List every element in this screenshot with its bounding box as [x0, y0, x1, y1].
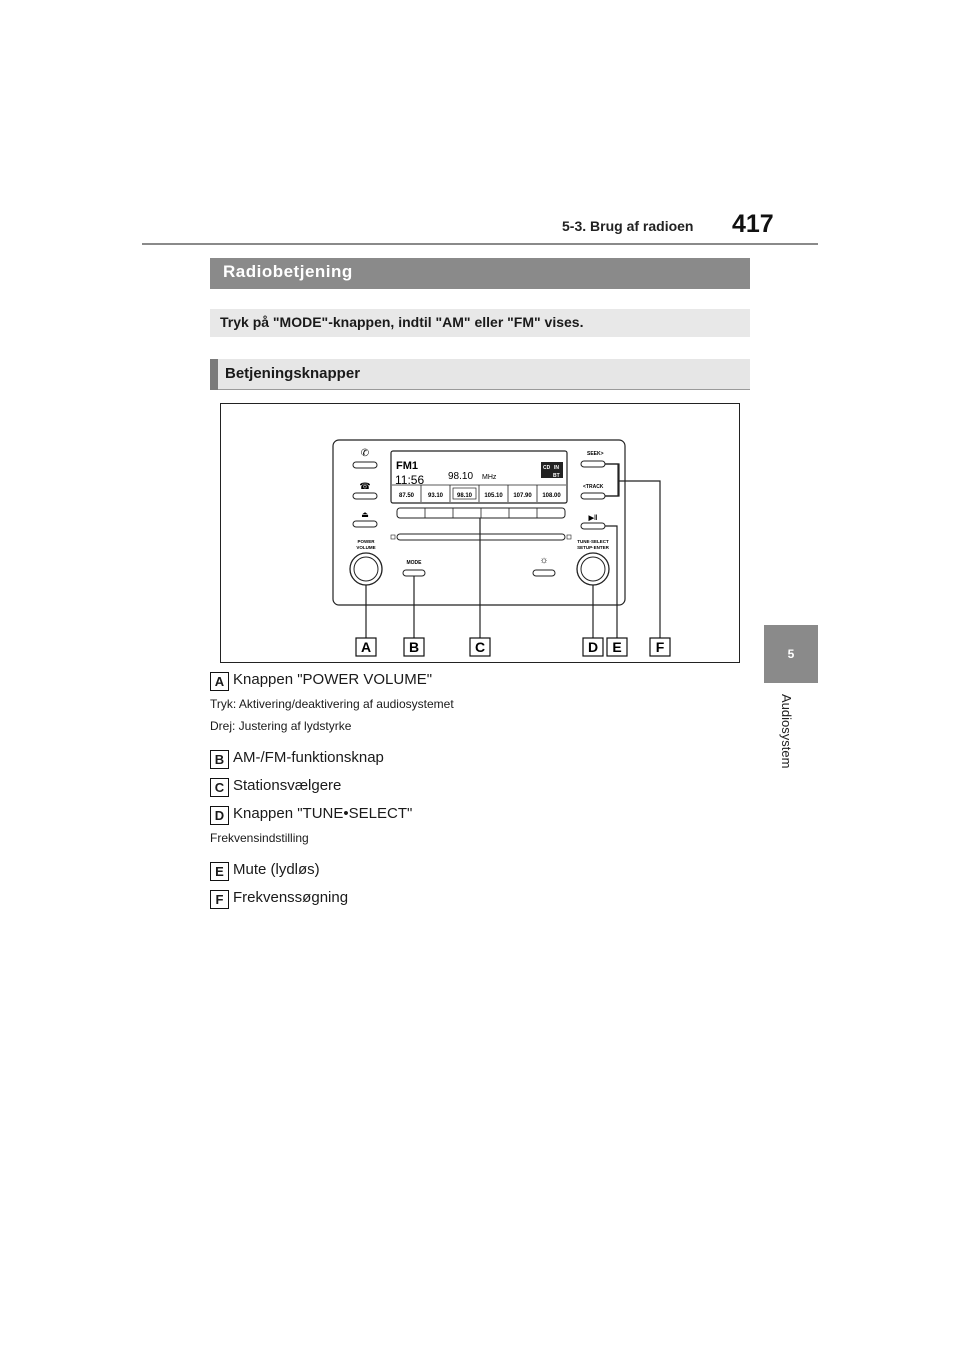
display-frequency: 98.10 — [448, 471, 474, 482]
cd-slot — [397, 534, 565, 540]
legend-text: Knappen "TUNE•SELECT" — [233, 805, 413, 822]
chapter-label: Audiosystem — [779, 694, 794, 769]
seek-button — [581, 461, 605, 467]
display-tag-cd: CD — [543, 465, 551, 471]
brightness-button — [533, 570, 555, 576]
legend-letter: D — [210, 806, 229, 825]
subheading-accent — [210, 359, 218, 390]
phone-button — [353, 462, 377, 468]
subheading-text: Betjeningsknapper — [225, 365, 361, 382]
tune-select-label-1: TUNE·SELECT — [577, 539, 609, 544]
subheading-bar — [210, 359, 750, 390]
page-title: Radiobetjening — [223, 262, 353, 281]
header-rule — [142, 243, 818, 245]
callout-letter-a: A — [360, 639, 372, 655]
legend-text: Frekvenssøgning — [233, 889, 349, 906]
power-volume-knob-inner — [354, 557, 378, 581]
title-bar — [210, 258, 750, 289]
legend-text: Knappen "POWER VOLUME" — [233, 671, 433, 688]
preset-cell-label: 105.10 — [484, 493, 503, 499]
legend-letter: A — [210, 672, 229, 691]
mode-label: MODE — [406, 560, 422, 566]
play-pause-button — [581, 523, 605, 529]
radio-illustration — [220, 403, 740, 663]
brightness-icon: ☼ — [539, 555, 549, 566]
preset-cell-label: 98.10 — [456, 493, 473, 499]
display-band: FM1 — [396, 460, 418, 472]
hangup-icon: ☎ — [359, 481, 371, 491]
preset-cell-label: 93.10 — [427, 493, 444, 499]
display-unit: MHz — [482, 474, 497, 481]
legend-text: Mute (lydløs) — [233, 861, 320, 878]
display-tag-bt: BT — [553, 473, 560, 479]
callout-letter-d: D — [587, 639, 599, 655]
legend-detail: Frekvensindstilling — [210, 831, 309, 845]
legend-letter: E — [210, 862, 229, 881]
preset-cell-label: 87.50 — [398, 493, 415, 499]
legend-letter: F — [210, 890, 229, 909]
preset-cell-label: 107.90 — [513, 493, 532, 499]
hangup-button — [353, 493, 377, 499]
legend-letter: C — [210, 778, 229, 797]
power-volume-label-2: VOLUME — [356, 545, 376, 550]
instruction-text: Tryk på "MODE"-knappen, indtil "AM" eller "FM" vises. — [220, 314, 584, 330]
track-button — [581, 493, 605, 499]
seek-label: SEEK> — [587, 451, 604, 457]
display-clock: 11:56 — [395, 473, 425, 487]
callout-letter-f: F — [655, 639, 665, 655]
mode-button — [403, 570, 425, 576]
eject-button — [353, 521, 377, 527]
legend-detail: Drej: Justering af lydstyrke — [210, 719, 352, 733]
tune-select-knob-inner — [581, 557, 605, 581]
legend-text: AM-/FM-funktionsknap — [233, 749, 384, 766]
legend-text: Stationsvælgere — [233, 777, 342, 794]
eject-icon: ⏏ — [361, 510, 369, 519]
instruction-box — [210, 309, 750, 337]
callout-letter-b: B — [408, 639, 420, 655]
preset-cell-label: 108.00 — [542, 493, 561, 499]
legend-letter: B — [210, 750, 229, 769]
callout-letter-c: C — [474, 639, 486, 655]
phone-icon: ✆ — [360, 448, 370, 459]
section-title: 5-3. Brug af radioen — [562, 218, 694, 234]
cd-slot-mark-right — [567, 535, 571, 539]
tune-select-label-2: SETUP·ENTER — [577, 545, 609, 550]
play-pause-icon: ▶‖ — [588, 515, 598, 522]
cd-slot-mark-left — [391, 535, 395, 539]
callout-letter-e: E — [612, 639, 622, 655]
track-label: <TRACK — [583, 484, 604, 490]
chapter-tab: 5 — [764, 625, 818, 683]
power-volume-label-1: POWER — [357, 539, 375, 544]
legend-detail: Tryk: Aktivering/deaktivering af audiosystemet — [210, 697, 454, 711]
display-tag-in: IN — [554, 465, 559, 471]
page-number: 417 — [732, 210, 774, 238]
